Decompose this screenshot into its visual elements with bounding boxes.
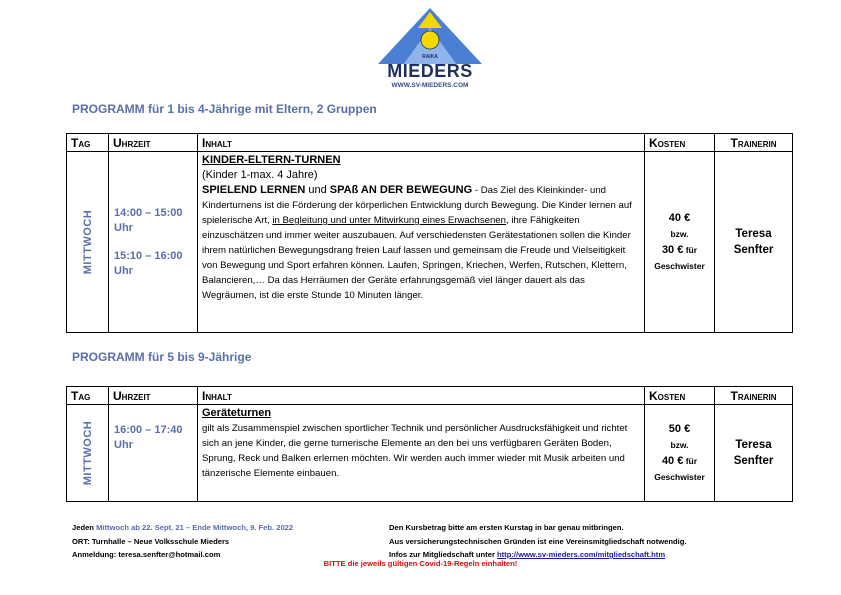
footer-info-left bbox=[72, 521, 293, 562]
membership-link[interactable]: http://www.sv-mieders.com/mitgliedschaft.htm bbox=[497, 550, 666, 559]
header-tag: Tag bbox=[67, 134, 109, 152]
logo-url: WWW.SV-MIEDERS.COM bbox=[391, 82, 469, 89]
time-slot-2-unit: Uhr bbox=[114, 264, 133, 277]
table-header-row bbox=[67, 387, 793, 405]
table-row bbox=[67, 405, 793, 502]
price-bzw: bzw. bbox=[670, 440, 689, 450]
course-description: SPIELEND LERNEN und SPAß AN DER BEWEGUNG - Das Ziel des Kleinkinder- und Kinderturnens ist die Förderung der körperlichen Entwicklung durch Bewegung. Die Kinder lernen auf spielerische Art, in Begleitung und unter Mitwirkung eines Erwachsenen, ihre Fähigkeiten einzuschätzen und immer weiter auszubauen. Auf verschiedensten Gerätestationen sollen die Kinder ihrem natürlichen Bewegungsdrang freien Lauf lassen und gemeinsam die Freude und Vielseitigkeit von Bewegung und Sport erfahren können. Laufen, Springen, Kriechen, Werfen, Rutschen, Klettern, Balancieren,… Da das Herräumen der Geräte erfahrungsgemäß viel länger dauert als das Wegräumen, ist die erste Stunde 10 Minuten länger. bbox=[202, 184, 632, 301]
header-kosten: Kosten bbox=[645, 387, 715, 405]
time-cell bbox=[109, 405, 198, 502]
trainer-first-name: Teresa bbox=[735, 439, 772, 451]
header-tag: Tag bbox=[67, 387, 109, 405]
header-uhrzeit: Uhrzeit bbox=[109, 387, 198, 405]
day-cell bbox=[67, 405, 109, 502]
table-header-row bbox=[67, 134, 793, 152]
header-kosten: Kosten bbox=[645, 134, 715, 152]
course-description: gilt als Zusammenspiel zwischen sportlicher Technik und persönlicher Ausdrucksfähigkeit und richtet sich an jene Kinder, die gerne turnerische Elemente an den bei uns verfügbaren Geräten Boden, Sprung, Reck und Balken erlernen möchten. Wir werden auch immer wieder mit Musik arbeiten und tänzerische Elemente einbauen. bbox=[202, 423, 628, 479]
course-title: KINDER-ELTERN-TURNEN bbox=[202, 154, 341, 166]
program-table-2 bbox=[66, 386, 793, 502]
price-bzw: bzw. bbox=[670, 229, 689, 239]
time-slot-2: 15:10 – 16:00 bbox=[114, 249, 183, 262]
time-cell bbox=[109, 152, 198, 333]
trainer-cell bbox=[715, 405, 793, 502]
price-siblings: 30 € für bbox=[661, 244, 698, 256]
price: 40 € bbox=[668, 212, 691, 224]
day-label: MITTWOCH bbox=[81, 420, 94, 486]
price-siblings: 40 € für bbox=[661, 455, 698, 467]
club-logo bbox=[370, 6, 490, 92]
trainer-cell bbox=[715, 152, 793, 333]
content-cell bbox=[198, 152, 645, 333]
day-label: MITTWOCH bbox=[81, 209, 94, 275]
trainer-first-name: Teresa bbox=[735, 228, 772, 240]
footer-membership-info: Infos zur Mitgliedschaft unter http://www.sv-mieders.com/mitgliedschaft.htm bbox=[389, 550, 666, 559]
header-inhalt: Inhalt bbox=[198, 134, 645, 152]
section2-title: PROGRAMM für 5 bis 9-Jährige bbox=[72, 350, 252, 364]
header-inhalt: Inhalt bbox=[198, 387, 645, 405]
time-slot-1: 16:00 – 17:40 bbox=[114, 424, 183, 436]
time-slot-1-unit: Uhr bbox=[114, 221, 133, 234]
header-trainerin: Trainerin bbox=[715, 387, 793, 405]
cost-cell bbox=[645, 405, 715, 502]
trainer-last-name: Senfter bbox=[733, 244, 774, 256]
price: 50 € bbox=[668, 423, 691, 435]
footer-registration: Anmeldung: teresa.senfter@hotmail.com bbox=[72, 550, 221, 559]
day-cell bbox=[67, 152, 109, 333]
footer-payment-note: Den Kursbetrag bitte am ersten Kurstag in bar genau mitbringen. bbox=[389, 523, 624, 532]
footer-dates: Jeden Mittwoch ab 22. Sept. 21 – Ende Mittwoch, 9. Feb. 2022 bbox=[72, 523, 294, 532]
header-trainerin: Trainerin bbox=[715, 134, 793, 152]
logo-brand: MIEDERS bbox=[387, 61, 473, 81]
siblings-label: Geschwister bbox=[654, 261, 705, 271]
siblings-label: Geschwister bbox=[654, 472, 705, 482]
logo-mountain-icon bbox=[370, 6, 490, 66]
program-table-1 bbox=[66, 133, 793, 333]
cost-cell bbox=[645, 152, 715, 333]
footer-insurance-note: Aus versicherungstechnischen Gründen ist eine Vereinsmitgliedschaft notwendig. bbox=[389, 536, 687, 546]
footer-info-right bbox=[389, 521, 687, 562]
course-age: (Kinder 1-max. 4 Jahre) bbox=[202, 169, 318, 181]
time-slot-1-unit: Uhr bbox=[114, 439, 133, 451]
logo-badge-text: RAIKA bbox=[422, 54, 438, 60]
covid-notice: BITTE die jeweils gültigen Covid-19-Regeln einhalten! bbox=[323, 559, 518, 568]
footer-location: ORT: Turnhalle – Neue Volksschule Mieders bbox=[72, 536, 230, 546]
section1-title: PROGRAMM für 1 bis 4-Jährige mit Eltern, 2 Gruppen bbox=[72, 102, 377, 116]
time-slot-1: 14:00 – 15:00 bbox=[114, 206, 183, 219]
content-cell bbox=[198, 405, 645, 502]
course-title: Geräteturnen bbox=[202, 407, 272, 419]
header-uhrzeit: Uhrzeit bbox=[109, 134, 198, 152]
trainer-last-name: Senfter bbox=[733, 455, 774, 467]
table-row bbox=[67, 152, 793, 333]
